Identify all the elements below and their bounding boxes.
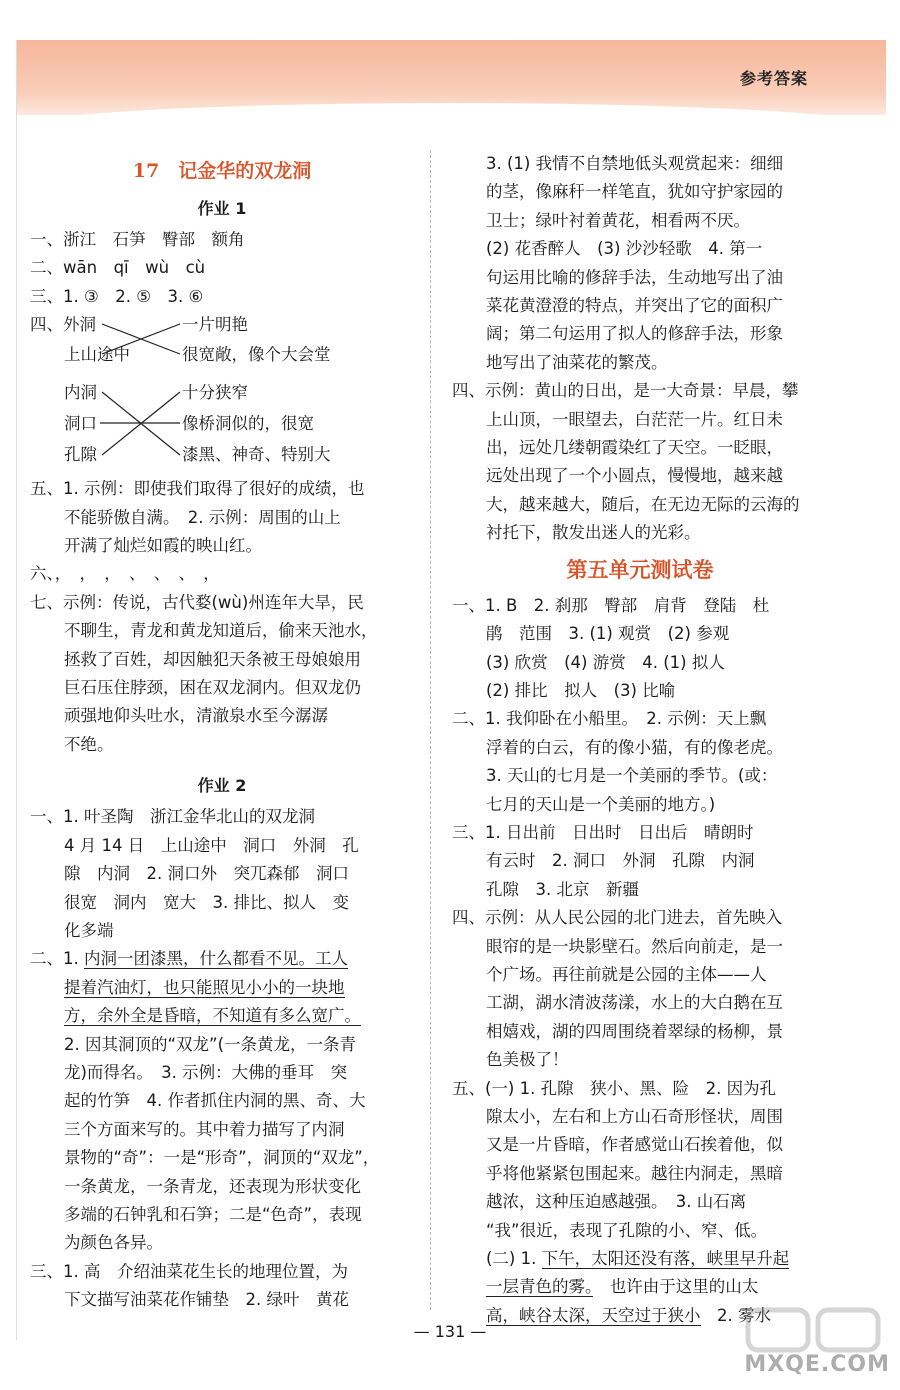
unit-test-title: 第五单元测试卷	[566, 556, 714, 582]
left-margin-rule	[16, 40, 17, 1340]
matching-diagram-2	[30, 379, 414, 475]
match-right-item: 十分狭窄	[182, 383, 248, 403]
right-column	[452, 150, 828, 1330]
match-left-item: 上山途中	[64, 345, 130, 365]
answer-line: 六、， ， ， 、 、 、 ，	[30, 564, 220, 584]
answer-line: 菜花黄澄澄的特点，并突出了它的面积广	[486, 296, 783, 316]
answer-line: 一、1. 叶圣陶 浙江金华北山的双龙洞	[30, 807, 315, 827]
answer-line: 4 月 14 日 上山途中 洞口 外洞 孔	[64, 835, 359, 855]
match-right-item: 很宽敞，像个大会堂	[182, 345, 331, 365]
answer-line: 七、示例：传说，古代婺(wù)州连年大旱，民	[30, 592, 364, 612]
answer-line: 的茎，像麻秆一样笔直，犹如守护家园的	[486, 182, 783, 202]
answer-line: 不能骄傲自满。 2. 示例：周围的山上	[64, 507, 341, 527]
answer-prefix: 二、1.	[30, 949, 84, 969]
answer-line: 巨石压住脖颈，困在双龙洞内。但双龙仍	[64, 678, 361, 698]
answer-line: 三、1. 高 介绍油菜花生长的地理位置，为	[30, 1261, 348, 1281]
answer-line: 3. (1) 我情不自禁地低头观赏起来：细细	[486, 154, 784, 173]
answer-line: “我”很近，表现了孔隙的小、窄、低。	[486, 1220, 768, 1240]
header-title: 参考答案	[739, 69, 808, 88]
answer-line: 工湖，湖水清波荡漾，水上的大白鹅在互	[486, 993, 783, 1013]
answer-line: 又是一片昏暗，作者感觉山石挨着他，似	[486, 1135, 783, 1155]
answer-line: 二、1. 我仰卧在小船里。 2. 示例：天上飘	[452, 709, 767, 729]
answer-line: 三个方面来写的。其中着力描写了内洞	[64, 1119, 345, 1139]
answer-line: 色美极了！	[486, 1050, 569, 1070]
answer-line: 眼帘的是一块影壁石。然后向前走，是一	[486, 936, 783, 956]
answer-line: 鹃 范围 3. (1) 观赏 (2) 参观	[486, 624, 730, 644]
match-right-item: 漆黑、神奇、特别大	[182, 445, 331, 465]
answer-line: 下文描写油菜花作铺垫 2. 绿叶 黄花	[64, 1290, 349, 1310]
answer-line: 一、1. B 2. 刹那 臀部 肩背 登陆 杜	[452, 595, 770, 615]
match-right-item: 像桥洞似的，很宽	[182, 414, 314, 434]
answer-line	[452, 1245, 828, 1273]
answer-line	[452, 1273, 828, 1301]
answer-line: 不聊生，青龙和黄龙知道后，偷来天池水，	[64, 621, 378, 641]
answer-line: 四、示例：从人民公园的北门进去，首先映入	[452, 908, 782, 928]
answer-line: 相嬉戏，湖的四周围绕着翠绿的杨柳，景	[486, 1021, 783, 1041]
answer-line: 越浓，这种压迫感越强。 3. 山石离	[486, 1192, 747, 1212]
homework-1-title: 作业 1	[197, 199, 247, 218]
answer-line: 有云时 2. 洞口 外洞 孔隙 内洞	[486, 851, 755, 871]
answer-line: 出，远处几缕朝霞染红了天空。一眨眼，	[486, 438, 783, 458]
answer-line: 顽强地仰头吐水，清澈泉水至今潺潺	[64, 706, 328, 726]
underlined-text: 下午，太阳还没有落，峡里早升起	[541, 1249, 790, 1269]
left-column	[30, 150, 414, 1315]
answer-line: 远处出现了一个小圆点，慢慢地，越来越	[486, 466, 783, 486]
answer-line: 很宽 洞内 宽大 3. 排比、拟人 变	[64, 892, 349, 912]
answer-line: (2) 花香醉人 (3) 沙沙轻歌 4. 第一	[486, 239, 763, 259]
homework-2-title: 作业 2	[197, 776, 247, 796]
matching-diagram-1	[30, 311, 414, 371]
answer-line: (2) 排比 拟人 (3) 比喻	[486, 680, 676, 700]
answer-line: 五、1. 示例：即使我们取得了很好的成绩，也	[30, 479, 365, 499]
answer-line: 孔隙 3. 北京 新疆	[486, 879, 639, 899]
answer-line: 隙太小，左右和上方山石奇形怪状，周围	[486, 1107, 783, 1126]
answer-line: 上山顶，一眼望去，白茫茫一片。红日未	[486, 409, 783, 429]
match-right-item: 一片明艳	[182, 315, 248, 335]
answer-line: 景物的“奇”：一是“形奇”，洞顶的“双龙”，	[64, 1148, 380, 1168]
answer-line: 起的竹笋 4. 作者抓住内洞的黑、奇、大	[64, 1091, 366, 1111]
answer-line: 乎将他紧紧包围起来。越往内洞走，黑暗	[486, 1163, 783, 1183]
match-left-item: 内洞	[64, 383, 97, 403]
answer-line: 五、(一) 1. 孔隙 狭小、黑、险 2. 因为孔	[452, 1078, 777, 1098]
answer-line: 卫士；绿叶衬着黄花，相看两不厌。	[486, 210, 750, 230]
underlined-text: 内洞一团漆黑，什么都看不见。工人	[84, 949, 348, 969]
match-left-item: 孔隙	[64, 445, 97, 465]
answer-line: 三、1. 日出前 日出时 日出后 晴朗时	[452, 822, 754, 842]
answer-line: 二、wān qī wù cù	[30, 258, 206, 278]
answer-line: (3) 欣赏 (4) 游赏 4. (1) 拟人	[486, 652, 725, 672]
answer-text: 也许由于这里的山太	[593, 1277, 759, 1297]
answer-line: 一条黄龙，一条青龙，还表现为形状变化	[64, 1176, 361, 1196]
watermark-text: MXQE.COM	[744, 1352, 890, 1377]
answer-line: 地写出了油菜花的繁茂。	[486, 352, 668, 372]
answer-line: 拯救了百姓，却因触犯天条被王母娘娘用	[64, 649, 361, 669]
answer-line: 开满了灿烂如霞的映山红。	[64, 536, 262, 556]
answer-line	[30, 1002, 414, 1030]
underlined-text: 提着汽油灯，也只能照见小小的一块地	[64, 977, 345, 997]
answer-line: 三、1. ③ 2. ⑤ 3. ⑥	[30, 286, 204, 306]
answer-line: 3. 天山的七月是一个美丽的季节。(或：	[486, 766, 778, 786]
answer-prefix: (二) 1.	[486, 1249, 542, 1269]
answer-line: 个广场。再往前就是公园的主体——人	[486, 964, 767, 984]
answer-line: 为颜色各异。	[64, 1233, 163, 1253]
answer-line: 龙)而得名。 3. 示例：大佛的垂耳 突	[64, 1062, 348, 1082]
answer-line: 化多端	[64, 920, 114, 940]
page-number: — 131 —	[413, 1322, 487, 1341]
answer-line	[30, 945, 414, 973]
answer-line	[30, 974, 414, 1002]
underlined-text: 高，峡谷太深，天空过于狭小	[486, 1305, 701, 1325]
answer-line: 多端的石钟乳和石笋；二是“色奇”，表现	[64, 1204, 362, 1224]
answer-line: 阔；第二句运用了拟人的修辞手法，形象	[486, 324, 783, 344]
answer-line: 浮着的白云，有的像小猫，有的像老虎。	[486, 737, 783, 757]
column-divider	[430, 150, 431, 1310]
answer-line: 2. 因其洞顶的“双龙”(一条黄龙，一条青	[64, 1034, 357, 1054]
answer-line: 隙 内洞 2. 洞口外 突兀森郁 洞口	[64, 864, 349, 884]
answer-text: 2. 雾水	[700, 1305, 771, 1325]
answer-line: 一、浙江 石笋 臀部 额角	[30, 230, 245, 249]
answer-line: 不绝。	[64, 734, 114, 754]
match-left-item: 洞口	[64, 414, 97, 434]
answer-line: 句运用比喻的修辞手法，生动地写出了油	[486, 267, 783, 287]
answer-line: 衬托下，散发出迷人的光彩。	[486, 523, 701, 543]
answer-line: 七月的天山是一个美丽的地方。)	[486, 794, 716, 814]
answer-line: 四、示例：黄山的日出，是一大奇景：早晨，攀	[452, 381, 799, 401]
lesson-title: 17 记金华的双龙洞	[132, 160, 312, 182]
underlined-text: 一层青色的雾。	[486, 1277, 594, 1297]
match-left-item: 四、外洞	[30, 315, 96, 335]
answer-line: 大，越来越大，随后，在无边无际的云海的	[486, 494, 800, 514]
underlined-text: 方，余外全是昏暗，不知道有多么宽广。	[64, 1006, 361, 1026]
